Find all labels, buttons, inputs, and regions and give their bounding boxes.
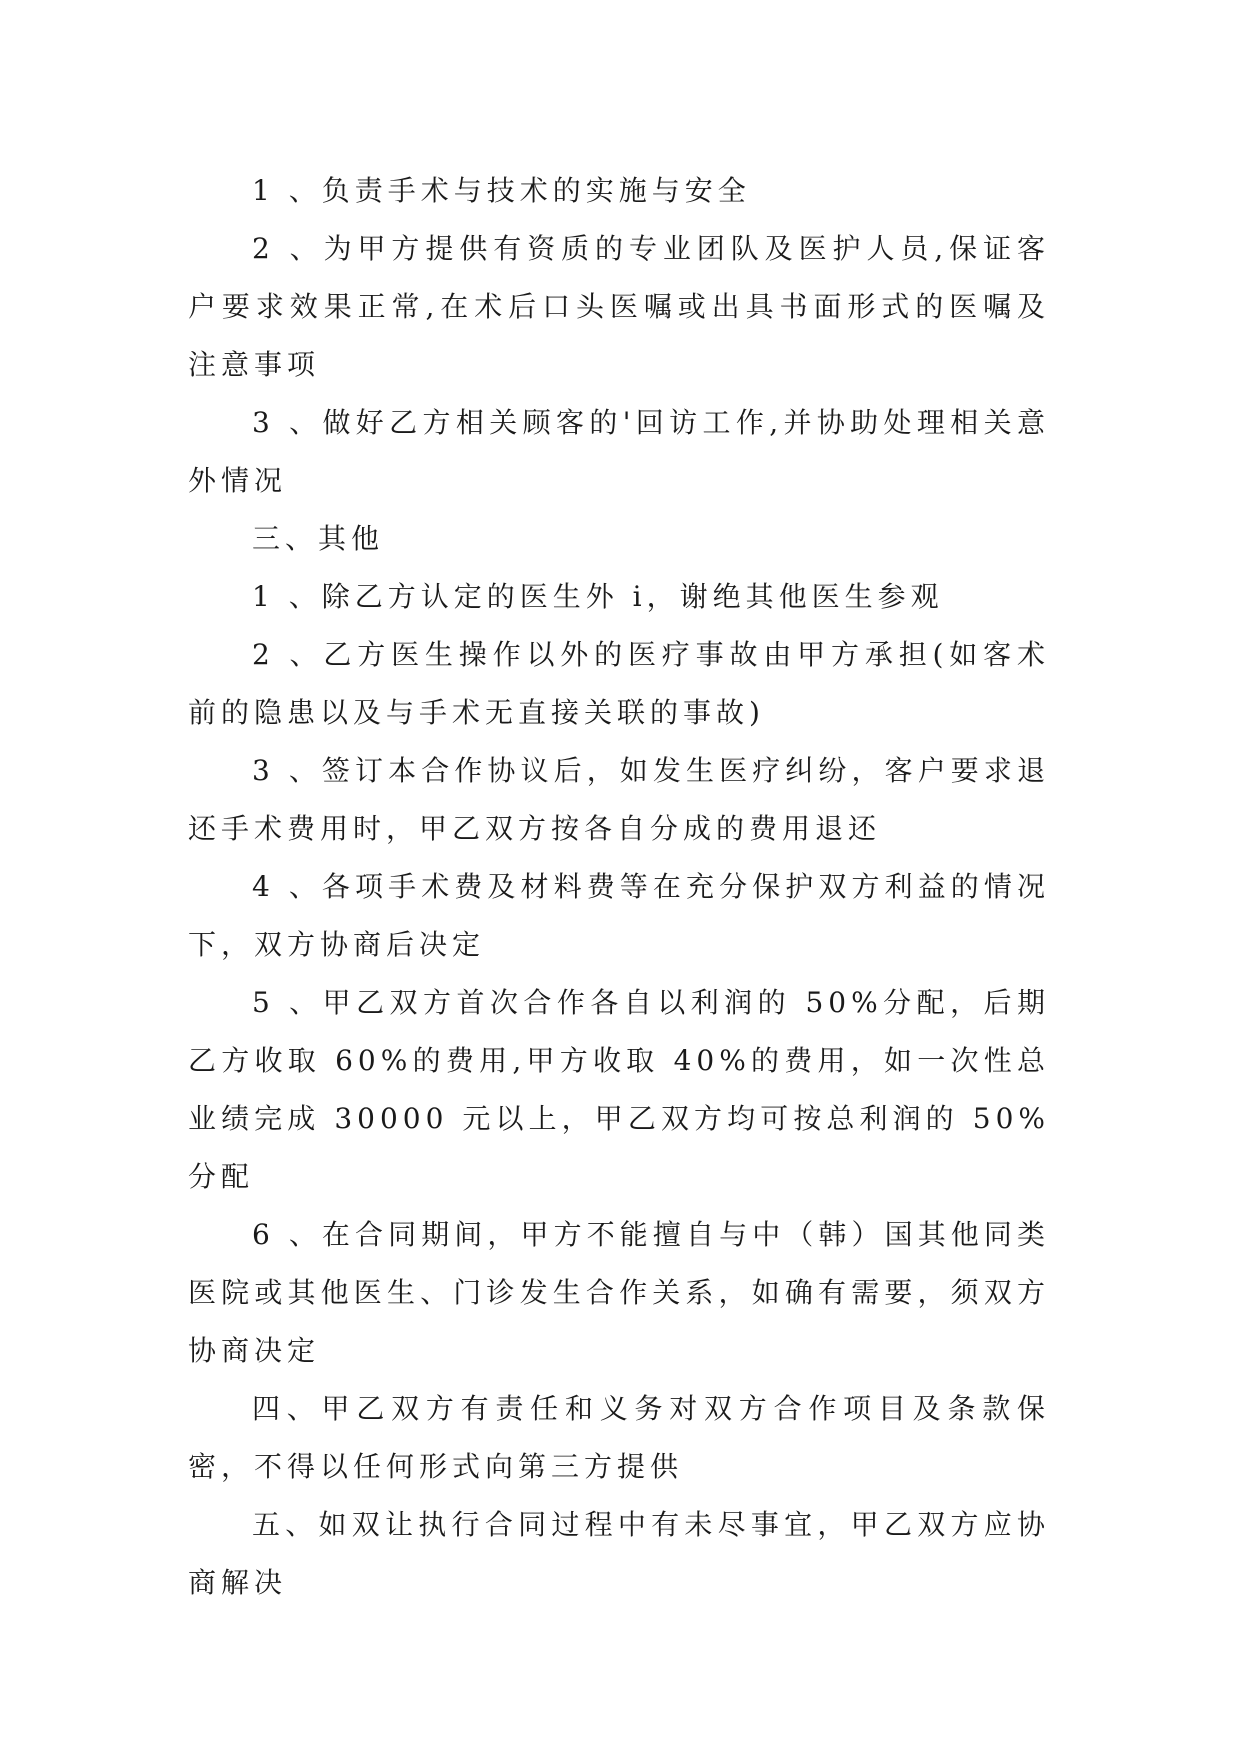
paragraph-other-6: 6 、在合同期间，甲方不能擅自与中（韩）国其他同类医院或其他医生、门诊发生合作关系，如确有需要，须双方协商决定: [188, 1218, 1050, 1367]
section-five-unresolved-matters: 五、如双让执行合同过程中有未尽事宜，甲乙双方应协商解决: [188, 1508, 1050, 1599]
paragraph-other-4: 4 、各项手术费及材料费等在充分保护双方利益的情况下，双方协商后决定: [188, 870, 1050, 961]
paragraph-other-5: 5 、甲乙双方首次合作各自以利润的 50%分配，后期乙方收取 60%的费用,甲方收取 40%的费用，如一次性总业绩完成 30000 元以上，甲乙双方均可按总利润的 50%分配: [188, 986, 1050, 1193]
paragraph-clause-1: 1 、负责手术与技术的实施与安全: [252, 174, 751, 207]
section-heading-other: 三、其他: [252, 522, 385, 555]
paragraph-other-3: 3 、签订本合作协议后，如发生医疗纠纷，客户要求退还手术费用时，甲乙双方按各自分成的费用退还: [188, 754, 1050, 845]
paragraph-clause-3: 3 、做好乙方相关顾客的'回访工作,并协助处理相关意外情况: [188, 406, 1050, 497]
paragraph-other-1: 1 、除乙方认定的医生外 i，谢绝其他医生参观: [252, 580, 944, 613]
section-four-confidentiality: 四、甲乙双方有责任和义务对双方合作项目及条款保密，不得以任何形式向第三方提供: [188, 1392, 1050, 1483]
paragraph-clause-2: 2 、为甲方提供有资质的专业团队及医护人员,保证客户要求效果正常,在术后口头医嘱或出具书面形式的医嘱及注意事项: [188, 232, 1050, 381]
document-body: [188, 162, 1050, 1612]
paragraph-other-2: 2 、乙方医生操作以外的医疗事故由甲方承担(如客术前的隐患以及与手术无直接关联的事故): [188, 638, 1050, 729]
